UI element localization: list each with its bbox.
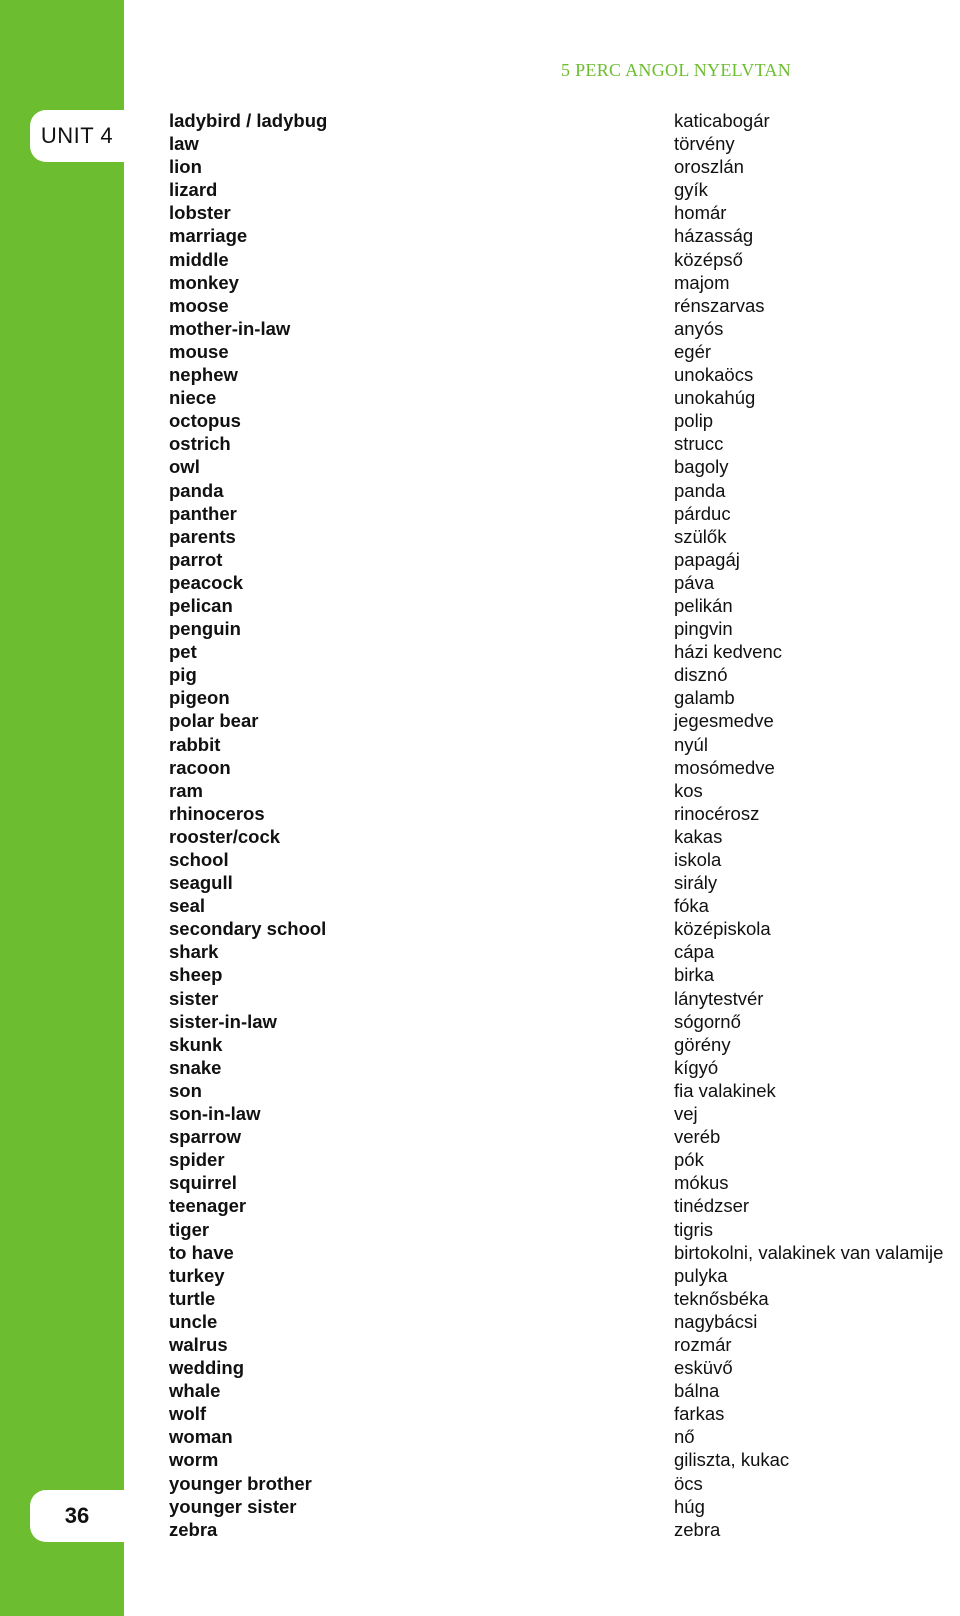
english-term: squirrel <box>169 1172 237 1194</box>
vocab-row <box>0 1333 960 1356</box>
english-term: lion <box>169 156 202 178</box>
hungarian-translation: rinocérosz <box>674 802 760 824</box>
english-term: parents <box>169 525 236 547</box>
english-term: sparrow <box>169 1126 241 1148</box>
hungarian-translation: giliszta, kukac <box>674 1449 790 1471</box>
vocab-row <box>0 1102 960 1125</box>
hungarian-translation: bálna <box>674 1380 720 1402</box>
hungarian-translation: unokahúg <box>674 387 756 409</box>
vocab-row <box>0 155 960 178</box>
vocab-row <box>0 1079 960 1102</box>
vocab-row <box>0 686 960 709</box>
hungarian-translation: szülők <box>674 525 727 547</box>
english-term: to have <box>169 1241 234 1263</box>
english-term: rhinoceros <box>169 802 265 824</box>
page-number: 36 <box>64 1503 90 1528</box>
hungarian-translation: pók <box>674 1149 704 1171</box>
hungarian-translation: törvény <box>674 133 735 155</box>
vocab-row <box>0 1010 960 1033</box>
vocab-row <box>0 432 960 455</box>
english-term: son <box>169 1079 202 1101</box>
english-term: mother-in-law <box>169 317 291 339</box>
vocab-row <box>0 1379 960 1402</box>
hungarian-translation: kakas <box>674 825 723 847</box>
english-term: younger brother <box>169 1472 312 1494</box>
hungarian-translation: rénszarvas <box>674 294 765 316</box>
vocab-row <box>0 455 960 478</box>
hungarian-translation: középső <box>674 248 743 270</box>
english-term: son-in-law <box>169 1103 261 1125</box>
english-term: snake <box>169 1056 222 1078</box>
vocab-row <box>0 756 960 779</box>
hungarian-translation: sirály <box>674 872 718 894</box>
vocab-row <box>0 386 960 409</box>
vocab-row <box>0 1264 960 1287</box>
vocab-row <box>0 1356 960 1379</box>
hungarian-translation: bagoly <box>674 456 729 478</box>
hungarian-translation: házasság <box>674 225 754 247</box>
vocab-row <box>0 1033 960 1056</box>
vocab-row <box>0 479 960 502</box>
vocab-row <box>0 317 960 340</box>
english-term: law <box>169 133 199 155</box>
vocab-row <box>0 894 960 917</box>
hungarian-translation: öcs <box>674 1472 703 1494</box>
hungarian-translation: strucc <box>674 433 724 455</box>
hungarian-translation: nő <box>674 1426 695 1448</box>
hungarian-translation: unokaöcs <box>674 364 754 386</box>
hungarian-translation: házi kedvenc <box>674 641 782 663</box>
english-term: skunk <box>169 1033 223 1055</box>
vocab-row <box>0 802 960 825</box>
vocab-row <box>0 871 960 894</box>
vocabulary-list <box>0 109 960 1541</box>
vocab-row <box>0 987 960 1010</box>
english-term: peacock <box>169 571 244 593</box>
vocab-row <box>0 109 960 132</box>
english-term: teenager <box>169 1195 247 1217</box>
vocab-row <box>0 709 960 732</box>
english-term: parrot <box>169 548 223 570</box>
english-term: turkey <box>169 1264 225 1286</box>
hungarian-translation: disznó <box>674 664 728 686</box>
vocab-row <box>0 617 960 640</box>
hungarian-translation: tigris <box>674 1218 714 1240</box>
hungarian-translation: papagáj <box>674 548 740 570</box>
english-term: seagull <box>169 872 233 894</box>
vocab-row <box>0 271 960 294</box>
english-term: sister <box>169 987 219 1009</box>
hungarian-translation: páva <box>674 571 715 593</box>
english-term: worm <box>169 1449 219 1471</box>
hungarian-translation: galamb <box>674 687 735 709</box>
english-term: panther <box>169 502 237 524</box>
vocab-row <box>0 1518 960 1541</box>
english-term: penguin <box>169 618 241 640</box>
english-term: seal <box>169 895 206 917</box>
hungarian-translation: nagybácsi <box>674 1310 758 1332</box>
hungarian-translation: katicabogár <box>674 110 770 131</box>
english-term: tiger <box>169 1218 210 1240</box>
hungarian-translation: zebra <box>674 1518 721 1540</box>
vocab-row <box>0 178 960 201</box>
english-term: mouse <box>169 340 229 362</box>
hungarian-translation: birka <box>674 964 715 986</box>
english-term: ram <box>169 779 203 801</box>
vocab-row <box>0 1402 960 1425</box>
hungarian-translation: egér <box>674 340 712 362</box>
english-term: polar bear <box>169 710 259 732</box>
english-term: ladybird / ladybug <box>169 110 328 131</box>
vocab-row <box>0 363 960 386</box>
english-term: secondary school <box>169 918 327 940</box>
vocab-row <box>0 548 960 571</box>
hungarian-translation: birtokolni, valakinek van valamije <box>674 1241 944 1263</box>
hungarian-translation: nyúl <box>674 733 708 755</box>
vocab-row <box>0 1241 960 1264</box>
hungarian-translation: homár <box>674 202 727 224</box>
vocab-row <box>0 571 960 594</box>
english-term: pelican <box>169 594 233 616</box>
hungarian-translation: tinédzser <box>674 1195 750 1217</box>
english-term: woman <box>169 1426 233 1448</box>
hungarian-translation: anyós <box>674 317 724 339</box>
hungarian-translation: mosómedve <box>674 756 775 778</box>
english-term: sister-in-law <box>169 1010 277 1032</box>
english-term: pigeon <box>169 687 230 709</box>
english-term: zebra <box>169 1518 218 1540</box>
english-term: younger sister <box>169 1495 297 1517</box>
vocab-row <box>0 224 960 247</box>
english-term: walrus <box>169 1333 228 1355</box>
vocab-row <box>0 963 960 986</box>
hungarian-translation: farkas <box>674 1403 725 1425</box>
hungarian-translation: panda <box>674 479 726 501</box>
hungarian-translation: pulyka <box>674 1264 728 1286</box>
vocab-row <box>0 1148 960 1171</box>
english-term: shark <box>169 941 219 963</box>
vocab-row <box>0 1472 960 1495</box>
running-header: 5 PERC ANGOL NYELVTAN <box>561 60 792 80</box>
vocab-row <box>0 201 960 224</box>
vocab-row <box>0 594 960 617</box>
english-term: school <box>169 849 229 870</box>
hungarian-translation: majom <box>674 271 730 293</box>
english-term: pig <box>169 664 197 686</box>
hungarian-translation: pingvin <box>674 618 733 640</box>
vocab-row <box>0 525 960 548</box>
english-term: niece <box>169 387 217 409</box>
hungarian-translation: teknősbéka <box>674 1287 769 1309</box>
hungarian-translation: kos <box>674 779 703 801</box>
english-term: wedding <box>169 1357 245 1379</box>
hungarian-translation: cápa <box>674 941 715 963</box>
vocab-row <box>0 1194 960 1217</box>
vocab-row <box>0 1218 960 1241</box>
vocab-row <box>0 1171 960 1194</box>
english-term: rabbit <box>169 733 221 755</box>
english-term: whale <box>169 1380 221 1402</box>
vocab-row <box>0 663 960 686</box>
english-term: lobster <box>169 202 231 224</box>
english-term: lizard <box>169 179 218 201</box>
vocab-row <box>0 340 960 363</box>
hungarian-translation: párduc <box>674 502 731 524</box>
english-term: panda <box>169 479 224 501</box>
english-term: ostrich <box>169 433 231 455</box>
english-term: owl <box>169 456 200 478</box>
hungarian-translation: esküvő <box>674 1357 733 1379</box>
vocab-row <box>0 848 960 871</box>
english-term: moose <box>169 294 229 316</box>
unit-label: UNIT 4 <box>40 123 114 148</box>
hungarian-translation: kígyó <box>674 1056 719 1078</box>
english-term: monkey <box>169 271 239 293</box>
vocab-row <box>0 940 960 963</box>
hungarian-translation: vej <box>674 1103 698 1125</box>
hungarian-translation: iskola <box>674 849 722 870</box>
vocab-row <box>0 1125 960 1148</box>
vocab-row <box>0 1495 960 1518</box>
vocab-row <box>0 779 960 802</box>
vocab-row <box>0 825 960 848</box>
vocab-row <box>0 733 960 756</box>
hungarian-translation: gyík <box>674 179 708 201</box>
english-term: uncle <box>169 1310 218 1332</box>
vocab-row <box>0 409 960 432</box>
vocab-row <box>0 1056 960 1079</box>
hungarian-translation: oroszlán <box>674 156 744 178</box>
english-term: rooster/cock <box>169 825 281 847</box>
hungarian-translation: jegesmedve <box>674 710 774 732</box>
english-term: octopus <box>169 410 241 432</box>
english-term: sheep <box>169 964 223 986</box>
english-term: turtle <box>169 1287 216 1309</box>
hungarian-translation: rozmár <box>674 1333 732 1355</box>
english-term: pet <box>169 641 197 663</box>
hungarian-translation: görény <box>674 1033 731 1055</box>
vocab-row <box>0 502 960 525</box>
vocab-row <box>0 132 960 155</box>
english-term: racoon <box>169 756 231 778</box>
vocab-row <box>0 1448 960 1471</box>
hungarian-translation: sógornő <box>674 1010 741 1032</box>
vocab-row <box>0 1425 960 1448</box>
hungarian-translation: középiskola <box>674 918 771 940</box>
hungarian-translation: polip <box>674 410 714 432</box>
vocab-row <box>0 294 960 317</box>
vocab-row <box>0 1287 960 1310</box>
vocab-row <box>0 917 960 940</box>
hungarian-translation: pelikán <box>674 594 733 616</box>
vocab-row <box>0 640 960 663</box>
vocab-row <box>0 248 960 271</box>
english-term: marriage <box>169 225 248 247</box>
hungarian-translation: lánytestvér <box>674 987 764 1009</box>
english-term: middle <box>169 248 229 270</box>
english-term: nephew <box>169 364 238 386</box>
hungarian-translation: veréb <box>674 1126 721 1148</box>
vocab-row <box>0 1310 960 1333</box>
hungarian-translation: húg <box>674 1495 705 1517</box>
hungarian-translation: mókus <box>674 1172 729 1194</box>
english-term: wolf <box>169 1403 206 1425</box>
hungarian-translation: fia valakinek <box>674 1079 776 1101</box>
hungarian-translation: fóka <box>674 895 709 917</box>
english-term: spider <box>169 1149 225 1171</box>
